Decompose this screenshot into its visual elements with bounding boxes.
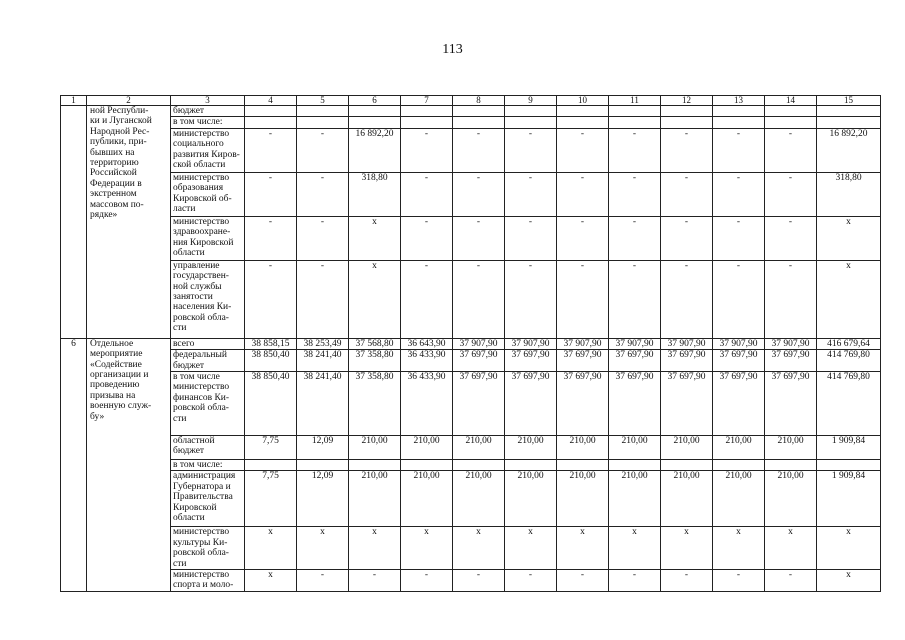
amount-cell: 37 697,90 bbox=[505, 372, 557, 436]
amount-cell: - bbox=[609, 172, 661, 216]
source-line: сти bbox=[173, 323, 187, 334]
amount-cell: 37 907,90 bbox=[609, 338, 661, 349]
funding-source-cell bbox=[171, 460, 245, 471]
amount-cell: 210,00 bbox=[765, 471, 817, 527]
source-line: развития Киров- bbox=[173, 149, 240, 160]
amount-cell: 7,75 bbox=[245, 471, 297, 527]
amount-cell: 210,00 bbox=[505, 471, 557, 527]
amount-cell: - bbox=[765, 570, 817, 592]
amount-cell: 210,00 bbox=[661, 471, 713, 527]
description-line: организации и bbox=[90, 370, 149, 381]
amount-cell: 36 433,90 bbox=[401, 372, 453, 436]
amount-cell: 37 697,90 bbox=[453, 372, 505, 436]
column-number-header: 7 bbox=[401, 96, 453, 106]
amount-cell: - bbox=[609, 570, 661, 592]
amount-cell: - bbox=[401, 570, 453, 592]
amount-cell: 37 697,90 bbox=[713, 372, 765, 436]
source-line: администрация bbox=[173, 471, 236, 482]
amount-cell: 210,00 bbox=[765, 436, 817, 460]
amount-cell: 37 697,90 bbox=[557, 350, 609, 372]
table-row bbox=[61, 216, 881, 260]
source-line: социального bbox=[173, 139, 224, 150]
funding-source-cell bbox=[171, 338, 245, 349]
source-line: ской области bbox=[173, 160, 226, 171]
amount-cell: x bbox=[817, 527, 881, 570]
amount-cell: 37 568,80 bbox=[349, 338, 401, 349]
amount-cell: x bbox=[349, 260, 401, 338]
description-line: экстренном bbox=[90, 189, 137, 200]
amount-cell: x bbox=[661, 527, 713, 570]
amount-cell bbox=[609, 460, 661, 471]
source-line: министерство bbox=[173, 382, 230, 393]
amount-cell: - bbox=[349, 570, 401, 592]
amount-cell: - bbox=[453, 216, 505, 260]
amount-cell: - bbox=[453, 570, 505, 592]
column-number-header: 14 bbox=[765, 96, 817, 106]
source-line: областной bbox=[173, 436, 215, 447]
amount-cell: - bbox=[245, 128, 297, 172]
funding-source-cell bbox=[171, 106, 245, 117]
source-line: сти bbox=[173, 558, 187, 569]
source-line: населения Ки- bbox=[173, 302, 232, 313]
amount-cell: - bbox=[661, 260, 713, 338]
table-row bbox=[61, 172, 881, 216]
amount-cell: - bbox=[505, 570, 557, 592]
amount-cell: - bbox=[713, 260, 765, 338]
amount-cell: 210,00 bbox=[557, 436, 609, 460]
amount-cell: - bbox=[297, 260, 349, 338]
source-line: министерство bbox=[173, 128, 230, 139]
amount-cell: - bbox=[245, 260, 297, 338]
amount-cell: 1 909,84 bbox=[817, 471, 881, 527]
source-line: федеральный bbox=[173, 350, 227, 361]
column-number-header: 10 bbox=[557, 96, 609, 106]
amount-cell: 210,00 bbox=[713, 436, 765, 460]
amount-cell bbox=[557, 106, 609, 117]
table-row bbox=[61, 436, 881, 460]
column-number-header: 5 bbox=[297, 96, 349, 106]
amount-cell: - bbox=[661, 570, 713, 592]
amount-cell: - bbox=[661, 172, 713, 216]
amount-cell bbox=[557, 117, 609, 128]
column-number-header: 4 bbox=[245, 96, 297, 106]
amount-cell: - bbox=[401, 260, 453, 338]
amount-cell bbox=[713, 106, 765, 117]
description-line: военную служ- bbox=[90, 401, 152, 412]
amount-cell: 210,00 bbox=[505, 436, 557, 460]
amount-cell bbox=[245, 460, 297, 471]
amount-cell: - bbox=[505, 172, 557, 216]
amount-cell: 210,00 bbox=[453, 471, 505, 527]
amount-cell bbox=[661, 106, 713, 117]
amount-cell: 37 697,90 bbox=[765, 350, 817, 372]
amount-cell: - bbox=[713, 570, 765, 592]
table-row bbox=[61, 350, 881, 372]
source-line: ровской обла- bbox=[173, 403, 229, 414]
source-line: ной службы bbox=[173, 281, 222, 292]
amount-cell bbox=[297, 117, 349, 128]
source-line: министерство bbox=[173, 172, 230, 183]
amount-cell bbox=[765, 117, 817, 128]
source-line: управление bbox=[173, 260, 220, 271]
amount-cell: 36 433,90 bbox=[401, 350, 453, 372]
amount-cell: 12,09 bbox=[297, 471, 349, 527]
amount-cell: 210,00 bbox=[401, 436, 453, 460]
description-line: территорию bbox=[90, 158, 139, 169]
description-line: Народной Рес- bbox=[90, 126, 150, 137]
amount-cell bbox=[349, 460, 401, 471]
description-line: мероприятие bbox=[90, 349, 143, 360]
amount-cell: 37 697,90 bbox=[661, 372, 713, 436]
amount-cell bbox=[817, 117, 881, 128]
amount-cell bbox=[661, 460, 713, 471]
amount-cell: - bbox=[609, 128, 661, 172]
source-line: министерство bbox=[173, 570, 230, 581]
table-row bbox=[61, 260, 881, 338]
amount-cell: - bbox=[453, 172, 505, 216]
amount-cell: - bbox=[713, 128, 765, 172]
description-line: массовом по- bbox=[90, 199, 144, 210]
amount-cell: 414 769,80 bbox=[817, 350, 881, 372]
amount-cell: - bbox=[661, 216, 713, 260]
funding-source-cell bbox=[171, 527, 245, 570]
source-line: спорта и моло- bbox=[173, 580, 234, 591]
amount-cell: - bbox=[505, 128, 557, 172]
amount-cell: 210,00 bbox=[349, 471, 401, 527]
amount-cell: - bbox=[557, 128, 609, 172]
amount-cell: - bbox=[557, 172, 609, 216]
amount-cell: x bbox=[453, 527, 505, 570]
source-line: всего bbox=[173, 338, 195, 349]
column-number-header: 3 bbox=[171, 96, 245, 106]
amount-cell: 318,80 bbox=[817, 172, 881, 216]
amount-cell: 318,80 bbox=[349, 172, 401, 216]
amount-cell: 37 907,90 bbox=[453, 338, 505, 349]
column-number-header: 1 bbox=[61, 96, 87, 106]
amount-cell: 38 241,40 bbox=[297, 372, 349, 436]
column-number-header: 8 bbox=[453, 96, 505, 106]
amount-cell: x bbox=[401, 527, 453, 570]
funding-source-cell bbox=[171, 372, 245, 436]
amount-cell: - bbox=[765, 216, 817, 260]
source-line: образования bbox=[173, 183, 224, 194]
description-line: Отдельное bbox=[90, 338, 134, 349]
amount-cell: - bbox=[401, 172, 453, 216]
amount-cell: 210,00 bbox=[661, 436, 713, 460]
amount-cell: 37 697,90 bbox=[609, 350, 661, 372]
source-line: в том числе bbox=[173, 372, 220, 383]
amount-cell: 37 697,90 bbox=[505, 350, 557, 372]
amount-cell bbox=[817, 106, 881, 117]
table-row bbox=[61, 471, 881, 527]
source-line: здравоохране- bbox=[173, 227, 231, 238]
amount-cell: x bbox=[349, 216, 401, 260]
amount-cell bbox=[401, 106, 453, 117]
amount-cell: - bbox=[557, 570, 609, 592]
source-line: ласти bbox=[173, 204, 196, 215]
amount-cell: - bbox=[765, 172, 817, 216]
amount-cell: - bbox=[765, 128, 817, 172]
amount-cell bbox=[453, 460, 505, 471]
amount-cell: 1 909,84 bbox=[817, 436, 881, 460]
amount-cell: - bbox=[401, 128, 453, 172]
amount-cell: 210,00 bbox=[609, 436, 661, 460]
amount-cell bbox=[401, 460, 453, 471]
amount-cell: 12,09 bbox=[297, 436, 349, 460]
amount-cell bbox=[505, 460, 557, 471]
funding-source-cell bbox=[171, 471, 245, 527]
amount-cell bbox=[765, 106, 817, 117]
amount-cell: 38 850,40 bbox=[245, 372, 297, 436]
amount-cell bbox=[817, 460, 881, 471]
source-line: министерство bbox=[173, 216, 230, 227]
amount-cell: - bbox=[765, 260, 817, 338]
amount-cell: x bbox=[817, 216, 881, 260]
description-line: призыва на bbox=[90, 390, 136, 401]
amount-cell: 37 697,90 bbox=[557, 372, 609, 436]
source-line: занятости bbox=[173, 292, 213, 303]
funding-source-cell bbox=[171, 128, 245, 172]
amount-cell bbox=[713, 117, 765, 128]
amount-cell: 38 850,40 bbox=[245, 350, 297, 372]
amount-cell bbox=[713, 460, 765, 471]
amount-cell: - bbox=[505, 216, 557, 260]
amount-cell: x bbox=[349, 527, 401, 570]
description-line: публики, при- bbox=[90, 137, 147, 148]
amount-cell: 37 907,90 bbox=[765, 338, 817, 349]
amount-cell: x bbox=[557, 527, 609, 570]
funding-source-cell bbox=[171, 117, 245, 128]
table-row bbox=[61, 128, 881, 172]
source-line: финансов Ки- bbox=[173, 392, 230, 403]
amount-cell: 37 358,80 bbox=[349, 350, 401, 372]
amount-cell: - bbox=[713, 216, 765, 260]
amount-cell: - bbox=[557, 216, 609, 260]
amount-cell: 38 241,40 bbox=[297, 350, 349, 372]
amount-cell bbox=[557, 460, 609, 471]
funding-source-cell bbox=[171, 436, 245, 460]
amount-cell: 37 907,90 bbox=[713, 338, 765, 349]
amount-cell: 37 697,90 bbox=[453, 350, 505, 372]
amount-cell: x bbox=[505, 527, 557, 570]
column-number-header: 13 bbox=[713, 96, 765, 106]
description-line: бу» bbox=[90, 411, 105, 422]
amount-cell: 36 643,90 bbox=[401, 338, 453, 349]
amount-cell: - bbox=[245, 172, 297, 216]
measure-description-cell bbox=[87, 338, 171, 591]
row-number-cell bbox=[61, 106, 87, 339]
amount-cell: x bbox=[817, 570, 881, 592]
table-row bbox=[61, 117, 881, 128]
amount-cell: - bbox=[505, 260, 557, 338]
amount-cell: 37 358,80 bbox=[349, 372, 401, 436]
amount-cell: 37 907,90 bbox=[557, 338, 609, 349]
source-line: бюджет bbox=[173, 446, 205, 457]
column-number-header: 9 bbox=[505, 96, 557, 106]
amount-cell bbox=[661, 117, 713, 128]
amount-cell: 210,00 bbox=[557, 471, 609, 527]
description-line: рядке» bbox=[90, 210, 118, 221]
description-line: Российской bbox=[90, 168, 137, 179]
table-row bbox=[61, 570, 881, 592]
amount-cell: x bbox=[765, 527, 817, 570]
amount-cell: 7,75 bbox=[245, 436, 297, 460]
amount-cell: 37 697,90 bbox=[661, 350, 713, 372]
source-line: бюджет bbox=[173, 106, 205, 116]
table-row bbox=[61, 460, 881, 471]
amount-cell bbox=[505, 117, 557, 128]
source-line: Губернатора и bbox=[173, 481, 231, 492]
amount-cell: - bbox=[245, 216, 297, 260]
source-line: области bbox=[173, 248, 205, 259]
amount-cell bbox=[401, 117, 453, 128]
funding-source-cell bbox=[171, 260, 245, 338]
amount-cell: 37 697,90 bbox=[609, 372, 661, 436]
description-line: ки и Луганской bbox=[90, 116, 152, 127]
amount-cell: x bbox=[817, 260, 881, 338]
source-line: ровской обла- bbox=[173, 548, 229, 559]
amount-cell: - bbox=[297, 216, 349, 260]
amount-cell: - bbox=[401, 216, 453, 260]
amount-cell bbox=[765, 460, 817, 471]
source-line: государствен- bbox=[173, 271, 229, 282]
funding-source-cell bbox=[171, 350, 245, 372]
column-number-header: 12 bbox=[661, 96, 713, 106]
table-row bbox=[61, 372, 881, 436]
column-number-header: 15 bbox=[817, 96, 881, 106]
budget-table bbox=[60, 95, 881, 592]
amount-cell: 38 253,49 bbox=[297, 338, 349, 349]
source-line: в том числе: bbox=[173, 460, 223, 471]
measure-description-cell bbox=[87, 106, 171, 339]
amount-cell: - bbox=[297, 570, 349, 592]
source-line: Кировской об- bbox=[173, 193, 232, 204]
amount-cell: 16 892,20 bbox=[349, 128, 401, 172]
amount-cell bbox=[453, 106, 505, 117]
amount-cell: 16 892,20 bbox=[817, 128, 881, 172]
funding-source-cell bbox=[171, 570, 245, 592]
column-number-header: 2 bbox=[87, 96, 171, 106]
amount-cell bbox=[349, 106, 401, 117]
amount-cell: x bbox=[297, 527, 349, 570]
amount-cell bbox=[245, 106, 297, 117]
amount-cell: - bbox=[713, 172, 765, 216]
amount-cell: x bbox=[713, 527, 765, 570]
description-line: Федерации в bbox=[90, 178, 142, 189]
amount-cell: 416 679,64 bbox=[817, 338, 881, 349]
source-line: культуры Ки- bbox=[173, 537, 228, 548]
amount-cell bbox=[505, 106, 557, 117]
amount-cell: - bbox=[609, 216, 661, 260]
page-number: 113 bbox=[442, 42, 463, 57]
amount-cell bbox=[297, 106, 349, 117]
amount-cell: - bbox=[297, 128, 349, 172]
amount-cell: - bbox=[453, 128, 505, 172]
amount-cell: 210,00 bbox=[453, 436, 505, 460]
source-line: Правительства bbox=[173, 492, 233, 503]
row-number-cell: 6 bbox=[61, 338, 87, 591]
source-line: министерство bbox=[173, 527, 230, 538]
amount-cell bbox=[453, 117, 505, 128]
amount-cell bbox=[297, 460, 349, 471]
source-line: ровской обла- bbox=[173, 312, 229, 323]
source-line: сти bbox=[173, 413, 187, 424]
amount-cell: 37 697,90 bbox=[713, 350, 765, 372]
table-row bbox=[61, 527, 881, 570]
amount-cell: 210,00 bbox=[713, 471, 765, 527]
amount-cell: x bbox=[609, 527, 661, 570]
amount-cell: 210,00 bbox=[349, 436, 401, 460]
amount-cell: - bbox=[661, 128, 713, 172]
amount-cell: 37 907,90 bbox=[661, 338, 713, 349]
amount-cell: - bbox=[609, 260, 661, 338]
source-line: области bbox=[173, 513, 205, 524]
table-row bbox=[61, 338, 881, 349]
source-line: ния Кировской bbox=[173, 237, 234, 248]
amount-cell: 37 697,90 bbox=[765, 372, 817, 436]
funding-source-cell bbox=[171, 172, 245, 216]
amount-cell: x bbox=[245, 570, 297, 592]
column-number-row bbox=[61, 96, 881, 106]
amount-cell bbox=[609, 106, 661, 117]
amount-cell: - bbox=[453, 260, 505, 338]
amount-cell bbox=[245, 117, 297, 128]
description-line: проведению bbox=[90, 380, 140, 391]
column-number-header: 11 bbox=[609, 96, 661, 106]
source-line: в том числе: bbox=[173, 117, 223, 128]
description-line: бывших на bbox=[90, 147, 135, 158]
source-line: бюджет bbox=[173, 360, 205, 371]
source-line: Кировской bbox=[173, 502, 217, 513]
amount-cell bbox=[349, 117, 401, 128]
amount-cell: 38 858,15 bbox=[245, 338, 297, 349]
amount-cell bbox=[609, 117, 661, 128]
amount-cell: 210,00 bbox=[401, 471, 453, 527]
amount-cell: x bbox=[245, 527, 297, 570]
table-row bbox=[61, 106, 881, 117]
description-line: ной Республи- bbox=[90, 106, 149, 116]
amount-cell: 210,00 bbox=[609, 471, 661, 527]
amount-cell: 37 907,90 bbox=[505, 338, 557, 349]
funding-source-cell bbox=[171, 216, 245, 260]
amount-cell: 414 769,80 bbox=[817, 372, 881, 436]
column-number-header: 6 bbox=[349, 96, 401, 106]
amount-cell: - bbox=[297, 172, 349, 216]
amount-cell: - bbox=[557, 260, 609, 338]
description-line: «Содействие bbox=[90, 359, 142, 370]
